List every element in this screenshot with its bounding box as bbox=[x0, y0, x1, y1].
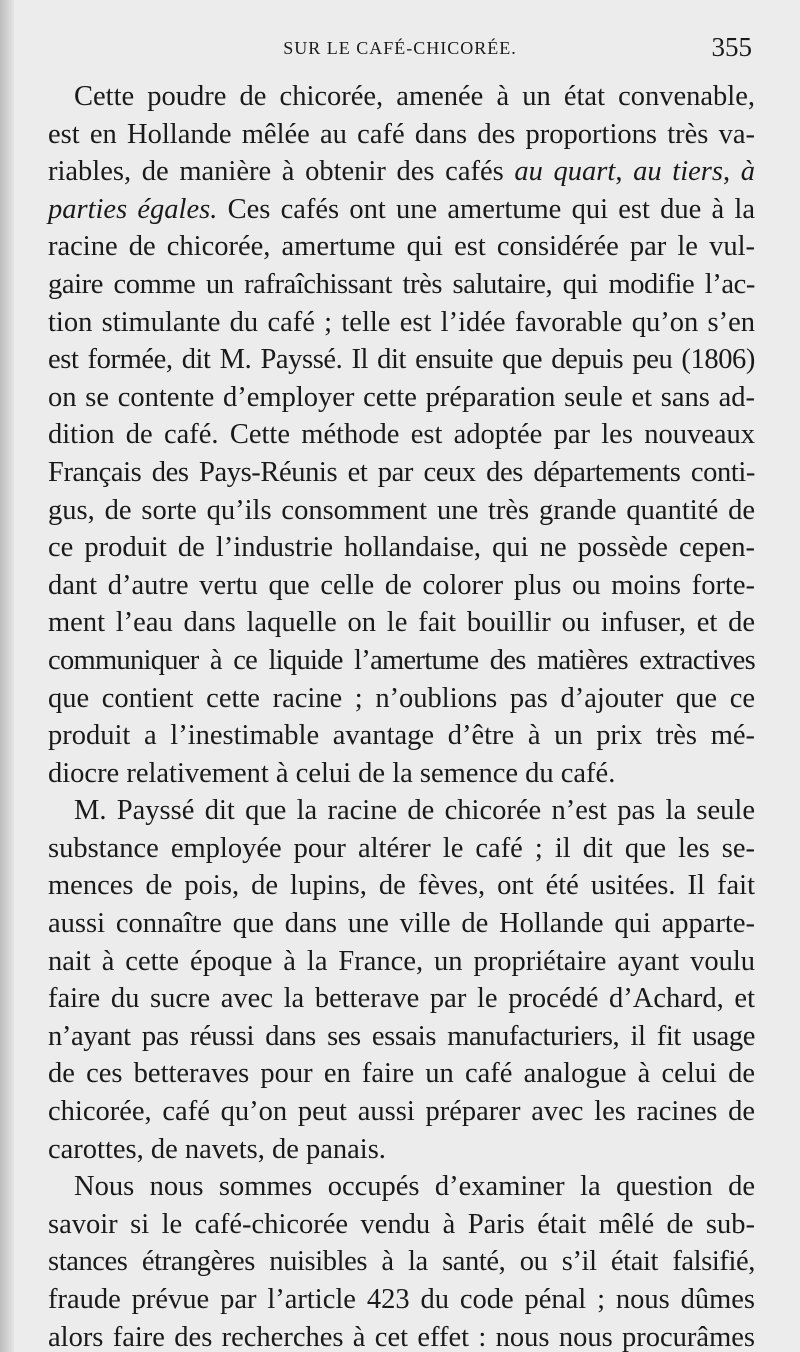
page-number: 355 bbox=[711, 32, 752, 62]
text-line: est en Hollande mêlée au café dans des proportions très va- bbox=[48, 118, 755, 150]
text-line: ce produit de l’industrie hollandaise, qui ne possède cepen- bbox=[48, 532, 755, 564]
text-line: on se contente d’employer cette préparation seule et sans ad- bbox=[48, 381, 755, 413]
text-line: communiquer à ce liquide l’amertume des matières extractives bbox=[48, 644, 755, 676]
text-line: Nous nous sommes occupés d’examiner la question de bbox=[74, 1171, 755, 1203]
text-line: que contient cette racine ; n’oublions pas d’ajouter que ce bbox=[48, 682, 755, 714]
text-line: Cette poudre de chicorée, amenée à un état convenable, bbox=[74, 81, 755, 112]
text-line: alors faire des recherches à cet effet : nous nous procurâmes bbox=[48, 1321, 755, 1352]
page-binding-shadow bbox=[0, 0, 14, 1352]
text-line: gaire comme un rafraîchissant très salutaire, qui modifie l’ac- bbox=[48, 268, 755, 300]
text-line: chicorée, café qu’on peut aussi préparer avec les racines de bbox=[48, 1096, 755, 1128]
text-line: aussi connaître que dans une ville de Hollande qui apparte- bbox=[48, 908, 755, 940]
text-line: nait à cette époque à la France, un propriétaire ayant voulu bbox=[48, 945, 755, 977]
text-line: M. Payssé dit que la racine de chicorée n’est pas la seule bbox=[74, 795, 755, 827]
text-line: Français des Pays-Réunis et par ceux des départements conti- bbox=[48, 456, 755, 488]
text-line: fraude prévue par l’article 423 du code pénal ; nous dûmes bbox=[48, 1284, 755, 1315]
body-text bbox=[48, 78, 755, 1352]
text-line: racine de chicorée, amertume qui est considérée par le vul- bbox=[48, 231, 755, 263]
text-line: mences de pois, de lupins, de fèves, ont été usitées. Il fait bbox=[48, 870, 755, 902]
text-line: riables, de manière à obtenir des cafés au quart, au tiers, à bbox=[48, 156, 755, 188]
italic-term: à bbox=[740, 156, 755, 188]
text-line: dant d’autre vertu que celle de colorer plus ou moins forte- bbox=[48, 569, 755, 601]
italic-term: parties égales. bbox=[48, 193, 218, 225]
text-line: diocre relativement à celui de la semence du café. bbox=[48, 757, 616, 789]
text-line: carottes, de navets, de panais. bbox=[48, 1133, 386, 1165]
text-line: produit a l’inestimable avantage d’être à un prix très mé- bbox=[48, 720, 755, 752]
text-line: gus, de sorte qu’ils consomment une très grande quantité de bbox=[48, 494, 755, 526]
running-head bbox=[48, 30, 752, 70]
text-line: parties égales. Ces cafés ont une amertume qui est due à la bbox=[48, 193, 755, 225]
text-line: stances étrangères nuisibles à la santé, ou s’il était falsifié, bbox=[48, 1246, 755, 1278]
text-line: dition de café. Cette méthode est adoptée par les nouveaux bbox=[48, 419, 755, 451]
text-line: savoir si le café-chicorée vendu à Paris était mêlé de sub- bbox=[48, 1208, 755, 1240]
text-line: substance employée pour altérer le café ; il dit que les se- bbox=[48, 832, 755, 864]
text-line: de ces betteraves pour en faire un café analogue à celui de bbox=[48, 1058, 755, 1090]
italic-term: au tiers bbox=[633, 156, 723, 188]
running-title: SUR LE CAFÉ-CHICORÉE. bbox=[283, 38, 517, 58]
text-line: faire du sucre avec la betterave par le procédé d’Achard, et bbox=[48, 983, 755, 1015]
italic-term: au quart bbox=[514, 156, 616, 188]
text-line: est formée, dit M. Payssé. Il dit ensuite que depuis peu (1806) bbox=[48, 344, 755, 376]
text-line: tion stimulante du café ; telle est l’idée favorable qu’on s’en bbox=[48, 306, 755, 338]
text-line: ment l’eau dans laquelle on le fait bouillir ou infuser, et de bbox=[48, 607, 755, 639]
text-line: n’ayant pas réussi dans ses essais manufacturiers, il fit usage bbox=[48, 1020, 755, 1052]
